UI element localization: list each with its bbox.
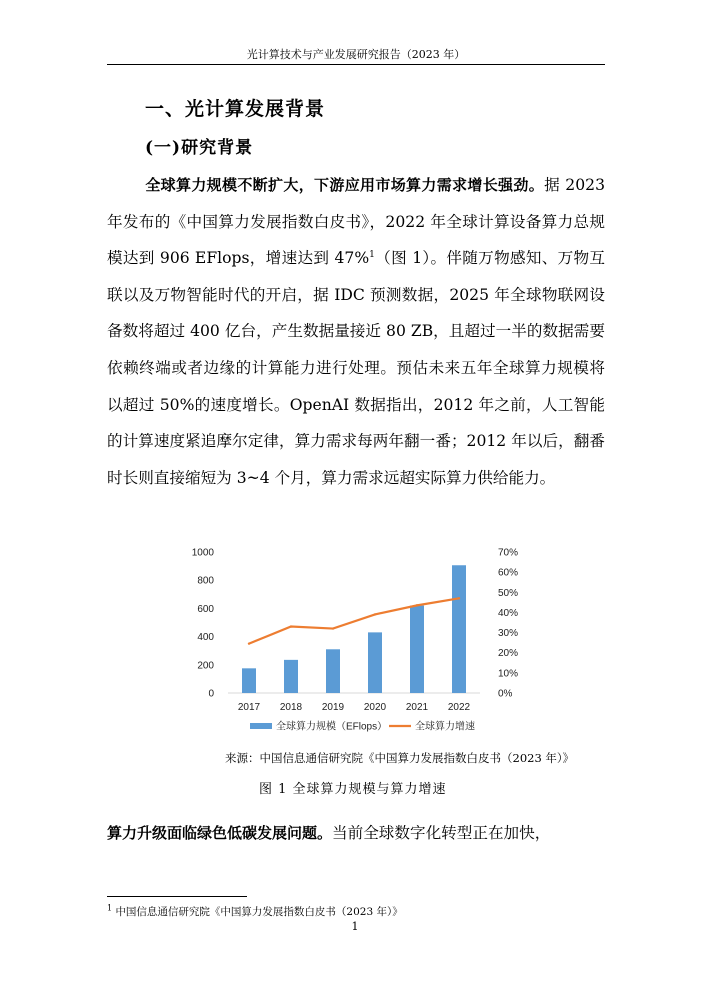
y2-tick-label: 50%: [498, 587, 519, 599]
footnote-rule: [107, 896, 247, 897]
growth-point: [374, 613, 376, 615]
footnote-marker: 1: [107, 903, 113, 913]
bar: [284, 660, 298, 693]
x-tick-label: 2019: [321, 702, 345, 713]
y2-tick-label: 30%: [498, 628, 519, 640]
y-tick-label: 400: [197, 632, 214, 644]
bar: [368, 632, 382, 693]
figure-caption: 图 1 全球算力规模与算力增速: [259, 782, 447, 797]
y2-tick-label: 70%: [498, 547, 519, 559]
footnote-text: 中国信息通信研究院《中国算力发展指数白皮书（2023 年）》: [115, 906, 403, 918]
legend-label-bars: 全球算力规模（EFlops）: [276, 721, 388, 733]
bar: [242, 668, 256, 693]
growth-point: [290, 625, 292, 627]
growth-point: [416, 604, 418, 606]
running-header: 光计算技术与产业发展研究报告（2023 年）: [246, 48, 466, 61]
growth-point: [332, 627, 334, 629]
footnote: [107, 904, 403, 919]
bar: [410, 606, 424, 693]
y-tick-label: 800: [197, 575, 214, 587]
y2-tick-label: 60%: [498, 567, 519, 579]
x-tick-label: 2021: [405, 702, 429, 713]
paragraph-2-lead: 算力升级面临绿色低碳发展问题。: [107, 824, 333, 842]
growth-point: [458, 597, 460, 599]
paragraph-1-text-b: （图 1）。伴随万物感知、万物互联以及万物智能时代的开启，据 IDC 预测数据，2025 年全球物联网设备数将超过 400 亿台，产生数据量接近 80 ZB，且超过一半的数据需要依赖终端或者边缘的计算能力进行处理。预估未来五年全球算力规模将以超过 50%的速度增长。OpenAI 数据指出，2012 年之前，人工智能的计算速度紧追摩尔定律，算力需求每两年翻一番；2012 年以后，翻番时长则直接缩短为 3~4 个月，算力需求远超实际算力供给能力。: [107, 249, 605, 487]
y-tick-label: 1000: [191, 547, 214, 559]
bar: [326, 649, 340, 693]
growth-point: [248, 642, 250, 644]
paragraph-1: [107, 167, 605, 496]
x-tick-label: 2020: [363, 702, 387, 713]
x-tick-label: 2018: [279, 702, 303, 713]
y-tick-label: 0: [208, 688, 214, 700]
y2-tick-label: 40%: [498, 607, 519, 619]
growth-line: [249, 598, 459, 643]
y2-tick-label: 10%: [498, 668, 519, 680]
y2-tick-label: 20%: [498, 648, 519, 660]
paragraph-2: [107, 815, 605, 852]
section-title: 一、光计算发展背景: [145, 98, 326, 120]
page-number: 1: [351, 920, 359, 933]
x-tick-label: 2022: [447, 702, 471, 713]
legend-swatch-bars: [250, 723, 272, 729]
paragraph-1-text-a: 据 2023 年发布的《中国算力发展指数白皮书》，2022 年全球计算设备算力总规模达到 906 EFlops，增速达到 47%: [107, 176, 605, 268]
compute-chart: [190, 540, 530, 742]
legend-label-line: 全球算力增速: [415, 721, 475, 733]
figure-source: 来源：中国信息通信研究院《中国算力发展指数白皮书（2023 年）》: [225, 751, 575, 765]
subsection-title: (一)研究背景: [145, 138, 254, 158]
x-tick-label: 2017: [237, 702, 261, 713]
y-tick-label: 600: [197, 603, 214, 615]
y2-tick-label: 0%: [498, 688, 513, 700]
bar: [452, 565, 466, 693]
paragraph-2-text: 当前全球数字化转型正在加快，: [332, 824, 551, 842]
y-tick-label: 200: [197, 660, 214, 672]
header-rule: [107, 64, 605, 65]
footnote-ref[interactable]: 1: [369, 250, 375, 260]
paragraph-1-lead: 全球算力规模不断扩大，下游应用市场算力需求增长强劲。: [145, 176, 545, 194]
